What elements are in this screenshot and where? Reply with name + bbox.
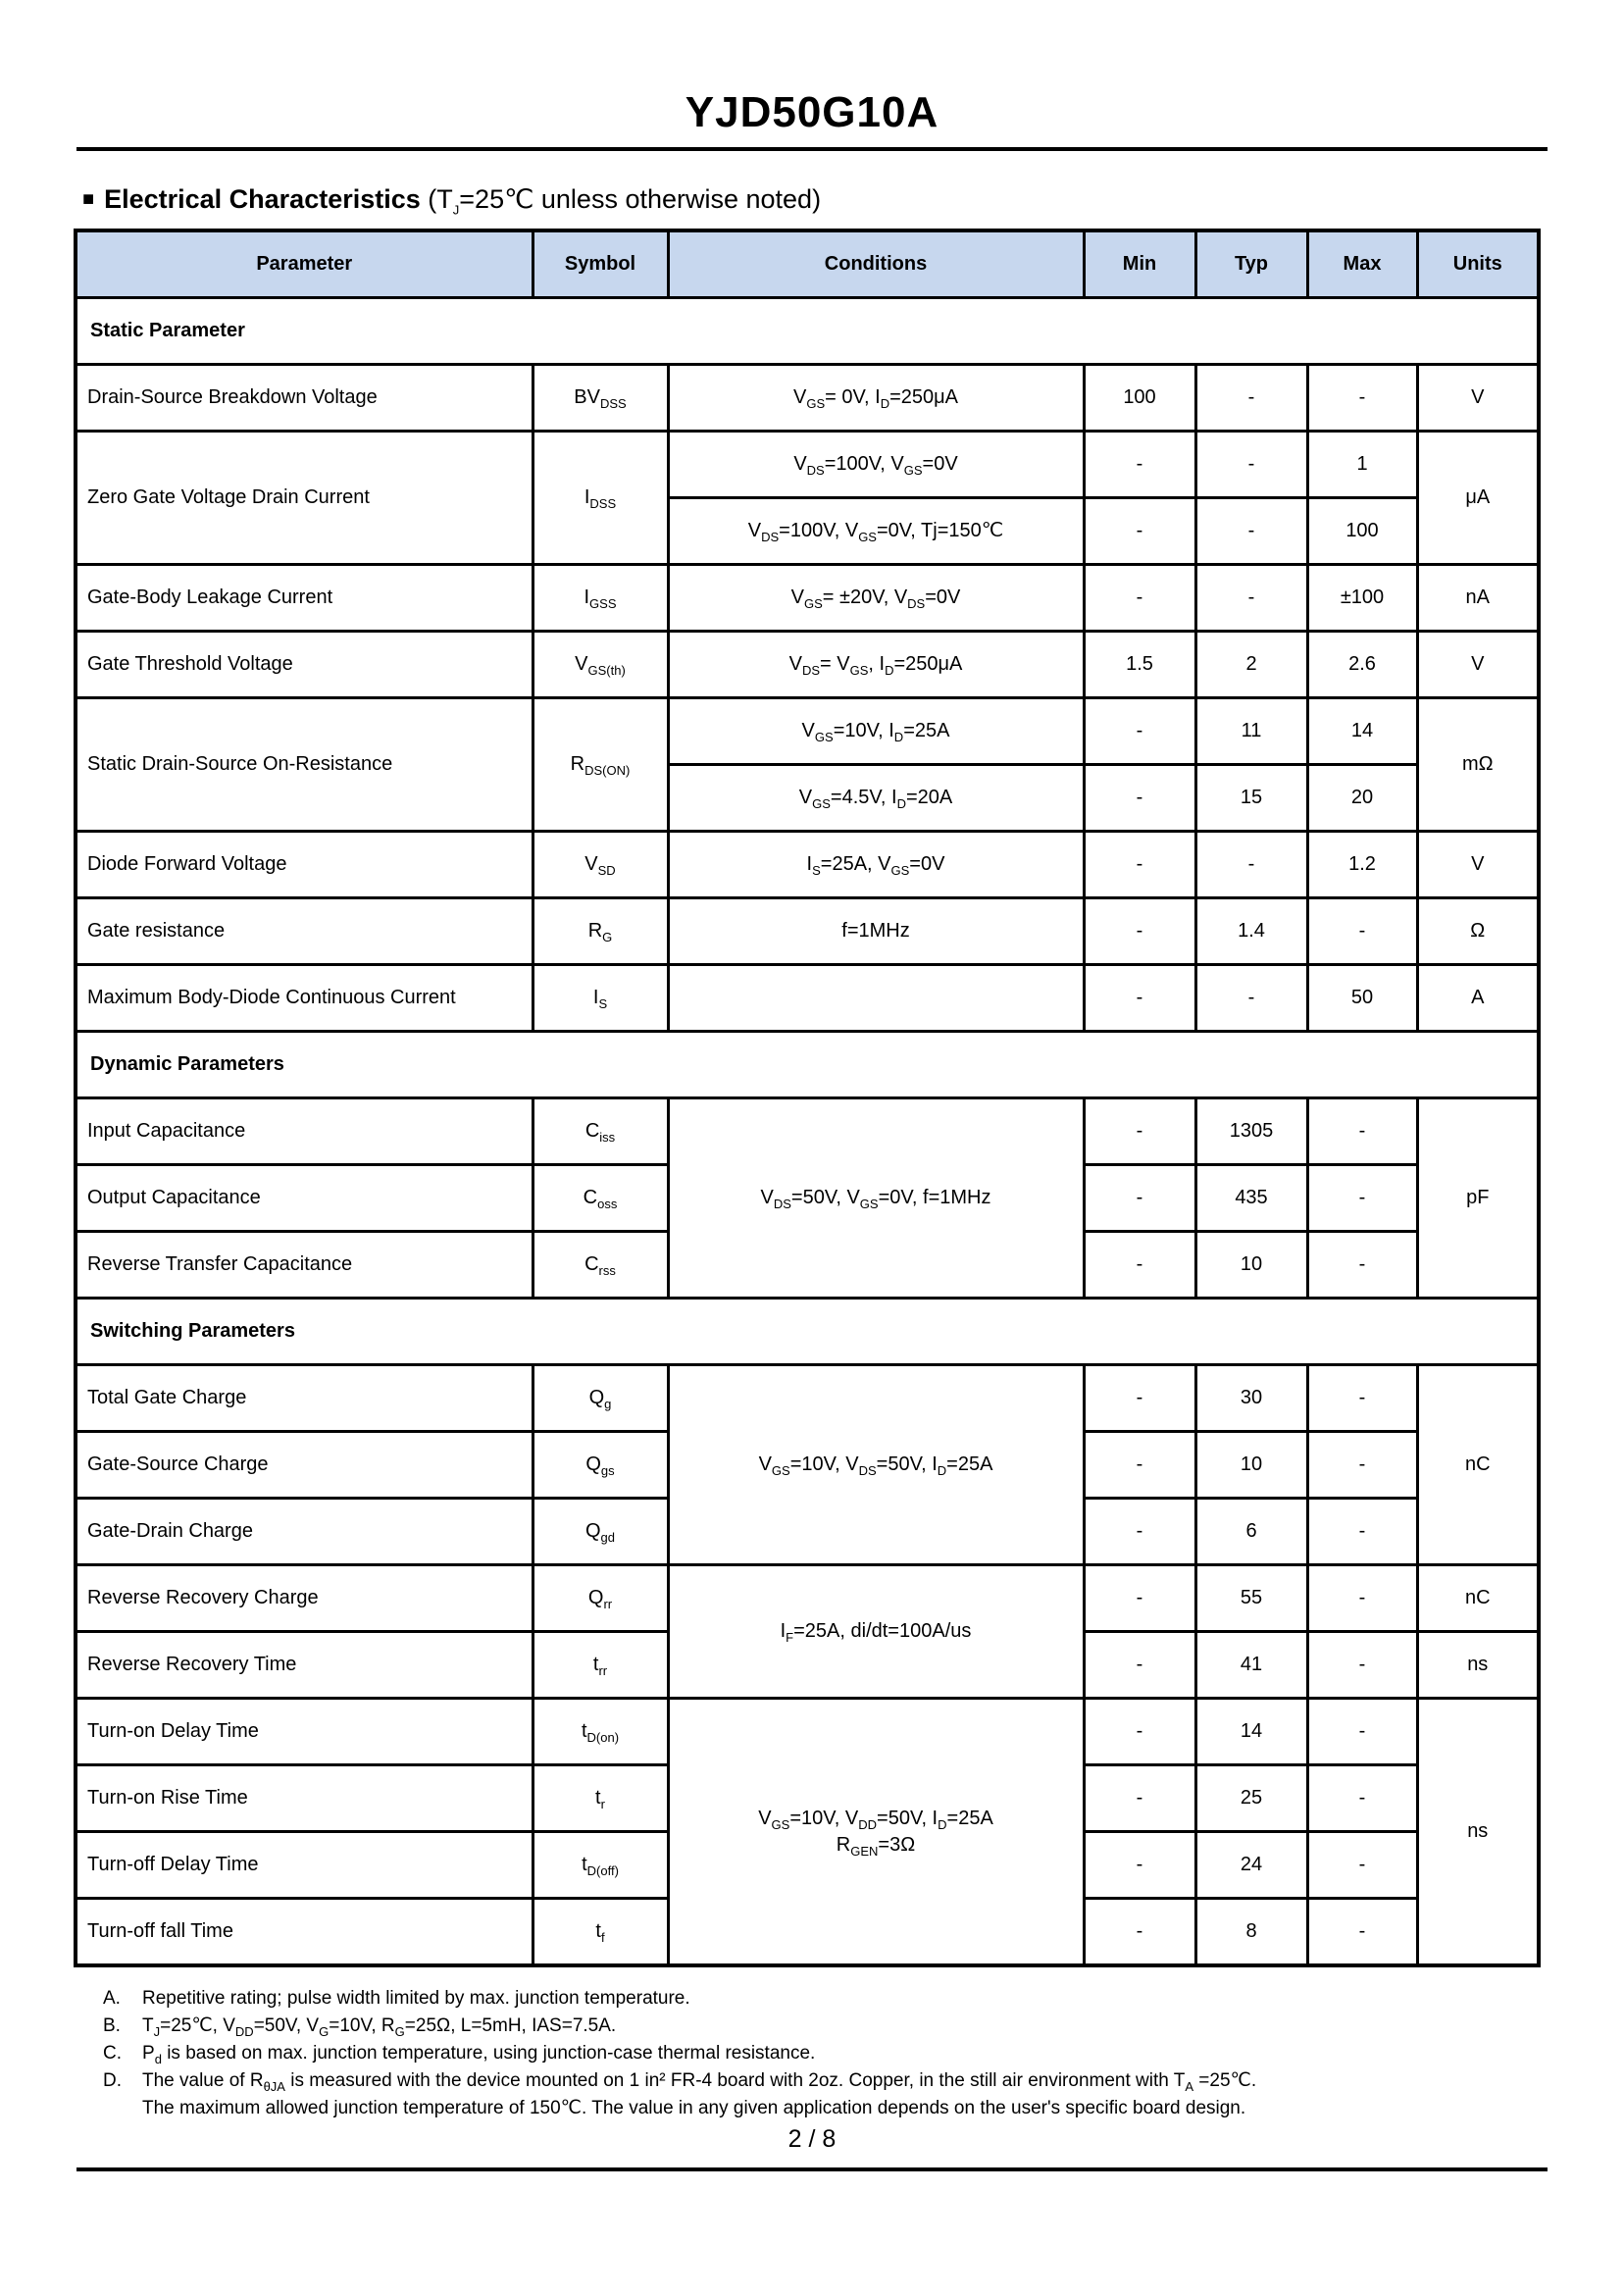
cell-units: nC	[1417, 1365, 1539, 1565]
cell-typ: -	[1195, 432, 1307, 498]
table-row	[76, 698, 1539, 765]
cell-section: Static Parameter	[76, 298, 1539, 365]
cell-symbol: $C_{rss}$	[533, 1232, 668, 1299]
cell-symbol: $t_{D(off)}$	[533, 1832, 668, 1899]
cell-units: nC	[1417, 1565, 1539, 1632]
cell-units: A	[1417, 965, 1539, 1032]
cell-typ: 435	[1195, 1165, 1307, 1232]
cell-min: -	[1084, 1899, 1195, 1966]
cell-typ: -	[1195, 365, 1307, 432]
column-header-typ: Typ	[1195, 230, 1307, 298]
cell-cond	[668, 965, 1084, 1032]
cell-param: Static Drain-Source On-Resistance	[76, 698, 533, 832]
table-row	[76, 898, 1539, 965]
table-row	[76, 1565, 1539, 1632]
cell-typ: 25	[1195, 1765, 1307, 1832]
cell-max: -	[1307, 1899, 1417, 1966]
table-row	[76, 965, 1539, 1032]
cell-cond: $V_{DS}=100V$, $V_{GS}=0V$, Tj=150℃	[668, 498, 1084, 565]
cell-symbol: $V_{GS(th)}$	[533, 632, 668, 698]
cell-param: Turn-on Delay Time	[76, 1699, 533, 1765]
cell-symbol: $t_{D(on)}$	[533, 1699, 668, 1765]
cell-typ: 10	[1195, 1432, 1307, 1499]
cell-cond: $V_{GS}=10V$, $V_{DD}=50V$, $I_D=25A$ $R_{GEN}=3\Omega$	[668, 1699, 1084, 1966]
cell-param: Gate-Source Charge	[76, 1432, 533, 1499]
note-item	[103, 2013, 1624, 2040]
cell-param: Reverse Recovery Charge	[76, 1565, 533, 1632]
cell-section: Dynamic Parameters	[76, 1032, 1539, 1098]
note-item	[103, 2067, 1624, 2122]
cell-min: -	[1084, 832, 1195, 898]
cell-symbol: $R_G$	[533, 898, 668, 965]
column-header-parameter: Parameter	[76, 230, 533, 298]
cell-symbol: $Q_{gs}$	[533, 1432, 668, 1499]
cell-max: -	[1307, 1832, 1417, 1899]
cell-cond: $V_{GS}= 0V$, $I_D=250\mu A$	[668, 365, 1084, 432]
cell-param: Turn-on Rise Time	[76, 1765, 533, 1832]
note-item	[103, 1985, 1624, 2013]
table-section-row	[76, 298, 1539, 365]
cell-param: Reverse Transfer Capacitance	[76, 1232, 533, 1299]
cell-min: -	[1084, 432, 1195, 498]
page-number: 2 / 8	[787, 2125, 837, 2153]
cell-max: 1	[1307, 432, 1417, 498]
cell-symbol: $C_{iss}$	[533, 1098, 668, 1165]
cell-symbol: $BV_{DSS}$	[533, 365, 668, 432]
cell-typ: -	[1195, 498, 1307, 565]
cell-typ: 6	[1195, 1499, 1307, 1565]
cell-min: -	[1084, 1765, 1195, 1832]
cell-max: -	[1307, 1365, 1417, 1432]
cell-symbol: $I_{GSS}$	[533, 565, 668, 632]
note-item	[103, 2040, 1624, 2067]
cell-symbol: $t_f$	[533, 1899, 668, 1966]
page-title: YJD50G10A	[685, 88, 939, 136]
cell-symbol: $t_r$	[533, 1765, 668, 1832]
cell-param: Maximum Body-Diode Continuous Current	[76, 965, 533, 1032]
cell-min: -	[1084, 1165, 1195, 1232]
cell-min: -	[1084, 1632, 1195, 1699]
cell-min: -	[1084, 965, 1195, 1032]
cell-units: ns	[1417, 1699, 1539, 1966]
table-header-row	[76, 230, 1539, 298]
cell-param: Total Gate Charge	[76, 1365, 533, 1432]
cell-typ: 8	[1195, 1899, 1307, 1966]
table-row	[76, 565, 1539, 632]
table-row	[76, 365, 1539, 432]
cell-cond: $V_{GS}= \pm 20V$, $V_{DS}=0V$	[668, 565, 1084, 632]
cell-param: Gate-Body Leakage Current	[76, 565, 533, 632]
cell-param: Gate resistance	[76, 898, 533, 965]
cell-param: Diode Forward Voltage	[76, 832, 533, 898]
cell-typ: 24	[1195, 1832, 1307, 1899]
cell-units: nA	[1417, 565, 1539, 632]
cell-units: μA	[1417, 432, 1539, 565]
note-label: D.	[103, 2070, 122, 2091]
cell-min: 1.5	[1084, 632, 1195, 698]
cell-max: -	[1307, 1699, 1417, 1765]
cell-symbol: $I_{DSS}$	[533, 432, 668, 565]
cell-units: V	[1417, 832, 1539, 898]
note-text: Repetitive rating; pulse width limited by max. junction temperature.	[142, 1988, 690, 2009]
table-section-row	[76, 1032, 1539, 1098]
cell-min: -	[1084, 1565, 1195, 1632]
cell-max: ±100	[1307, 565, 1417, 632]
column-header-min: Min	[1084, 230, 1195, 298]
cell-typ: 1305	[1195, 1098, 1307, 1165]
cell-max: -	[1307, 1232, 1417, 1299]
column-header-max: Max	[1307, 230, 1417, 298]
column-header-symbol: Symbol	[533, 230, 668, 298]
table-row	[76, 1365, 1539, 1432]
cell-cond: $I_F=25A$, di/dt=100A/us	[668, 1565, 1084, 1699]
section-heading-title: Electrical Characteristics	[104, 184, 421, 214]
section-bullet-icon: ■	[82, 188, 95, 210]
cell-typ: 2	[1195, 632, 1307, 698]
cell-param: Turn-off Delay Time	[76, 1832, 533, 1899]
table-row	[76, 432, 1539, 498]
cell-max: 1.2	[1307, 832, 1417, 898]
cell-units: ns	[1417, 1632, 1539, 1699]
cell-min: -	[1084, 765, 1195, 832]
cell-min: -	[1084, 698, 1195, 765]
table-body	[76, 298, 1539, 1966]
electrical-characteristics-table-wrap	[74, 229, 1624, 1967]
cell-max: -	[1307, 1632, 1417, 1699]
cell-typ: 15	[1195, 765, 1307, 832]
cell-typ: 55	[1195, 1565, 1307, 1632]
cell-symbol: $Q_{gd}$	[533, 1499, 668, 1565]
table-row	[76, 1098, 1539, 1165]
cell-max: -	[1307, 365, 1417, 432]
cell-units: mΩ	[1417, 698, 1539, 832]
cell-symbol: $Q_g$	[533, 1365, 668, 1432]
electrical-characteristics-table	[74, 229, 1541, 1967]
note-text: The value of $R_{\theta JA}$ is measured with the device mounted on 1 in² FR-4 board with 2oz. Copper, in the still air environment with $T_A$ =25℃. The maximum allowed junction temperature of 150℃. The value in any given application depends on the user's specific board design.	[142, 2070, 1257, 2118]
cell-cond: $V_{DS}= V_{GS}$, $I_D=250\mu A$	[668, 632, 1084, 698]
cell-cond: $V_{DS}=100V$, $V_{GS}=0V$	[668, 432, 1084, 498]
cell-param: Drain-Source Breakdown Voltage	[76, 365, 533, 432]
cell-cond: $I_S=25A$, $V_{GS}=0V$	[668, 832, 1084, 898]
section-heading	[82, 184, 1624, 218]
cell-max: 2.6	[1307, 632, 1417, 698]
cell-min: -	[1084, 1365, 1195, 1432]
cell-max: 20	[1307, 765, 1417, 832]
note-label: C.	[103, 2043, 122, 2064]
table-section-row	[76, 1299, 1539, 1365]
cell-min: -	[1084, 1432, 1195, 1499]
column-header-conditions: Conditions	[668, 230, 1084, 298]
title-divider-rule	[76, 147, 1548, 151]
cell-max: -	[1307, 1432, 1417, 1499]
cell-units: V	[1417, 365, 1539, 432]
cell-max: -	[1307, 1098, 1417, 1165]
cell-cond: f=1MHz	[668, 898, 1084, 965]
cell-typ: 30	[1195, 1365, 1307, 1432]
cell-cond: $V_{GS}=4.5V$, $I_D=20A$	[668, 765, 1084, 832]
cell-symbol: $V_{SD}$	[533, 832, 668, 898]
cell-param: Reverse Recovery Time	[76, 1632, 533, 1699]
cell-min: -	[1084, 1832, 1195, 1899]
cell-param: Gate Threshold Voltage	[76, 632, 533, 698]
cell-param: Input Capacitance	[76, 1098, 533, 1165]
cell-typ: -	[1195, 832, 1307, 898]
cell-min: -	[1084, 1699, 1195, 1765]
cell-typ: 10	[1195, 1232, 1307, 1299]
cell-min: -	[1084, 498, 1195, 565]
cell-param: Gate-Drain Charge	[76, 1499, 533, 1565]
cell-units: V	[1417, 632, 1539, 698]
cell-section: Switching Parameters	[76, 1299, 1539, 1365]
footnotes	[103, 1985, 1624, 2122]
note-label: A.	[103, 1988, 121, 2009]
cell-min: 100	[1084, 365, 1195, 432]
cell-symbol: $R_{DS(ON)}$	[533, 698, 668, 832]
cell-min: -	[1084, 898, 1195, 965]
cell-symbol: $C_{oss}$	[533, 1165, 668, 1232]
footer-divider-rule	[76, 2167, 1548, 2171]
cell-typ: -	[1195, 965, 1307, 1032]
cell-min: -	[1084, 1499, 1195, 1565]
cell-param: Zero Gate Voltage Drain Current	[76, 432, 533, 565]
cell-units: pF	[1417, 1098, 1539, 1299]
cell-symbol: $I_S$	[533, 965, 668, 1032]
cell-units: Ω	[1417, 898, 1539, 965]
cell-typ: 1.4	[1195, 898, 1307, 965]
cell-min: -	[1084, 1098, 1195, 1165]
cell-min: -	[1084, 1232, 1195, 1299]
cell-typ: -	[1195, 565, 1307, 632]
cell-max: 50	[1307, 965, 1417, 1032]
cell-cond: $V_{GS}=10V$, $I_D=25A$	[668, 698, 1084, 765]
table-row	[76, 1699, 1539, 1765]
cell-typ: 11	[1195, 698, 1307, 765]
cell-symbol: $Q_{rr}$	[533, 1565, 668, 1632]
table-row	[76, 632, 1539, 698]
cell-max: -	[1307, 1765, 1417, 1832]
table-row	[76, 832, 1539, 898]
cell-cond: $V_{DS}=50V$, $V_{GS}=0V$, f=1MHz	[668, 1098, 1084, 1299]
cell-symbol: $t_{rr}$	[533, 1632, 668, 1699]
cell-cond: $V_{GS}=10V$, $V_{DS}=50V$, $I_D=25A$	[668, 1365, 1084, 1565]
note-text: $P_d$ is based on max. junction temperature, using junction-case thermal resistance.	[142, 2043, 816, 2066]
cell-max: 100	[1307, 498, 1417, 565]
cell-max: -	[1307, 898, 1417, 965]
note-text: $T_J=25℃$, $V_{DD}=50V$, $V_G=10V$, $R_G=25\Omega$, L=5mH, IAS=7.5A.	[142, 2015, 617, 2039]
cell-max: 14	[1307, 698, 1417, 765]
cell-min: -	[1084, 565, 1195, 632]
note-label: B.	[103, 2015, 121, 2036]
cell-max: -	[1307, 1565, 1417, 1632]
cell-param: Output Capacitance	[76, 1165, 533, 1232]
column-header-units: Units	[1417, 230, 1539, 298]
cell-param: Turn-off fall Time	[76, 1899, 533, 1966]
cell-max: -	[1307, 1165, 1417, 1232]
cell-max: -	[1307, 1499, 1417, 1565]
cell-typ: 41	[1195, 1632, 1307, 1699]
section-heading-condition: ($T_J=25℃$ unless otherwise noted)	[428, 184, 822, 218]
cell-typ: 14	[1195, 1699, 1307, 1765]
